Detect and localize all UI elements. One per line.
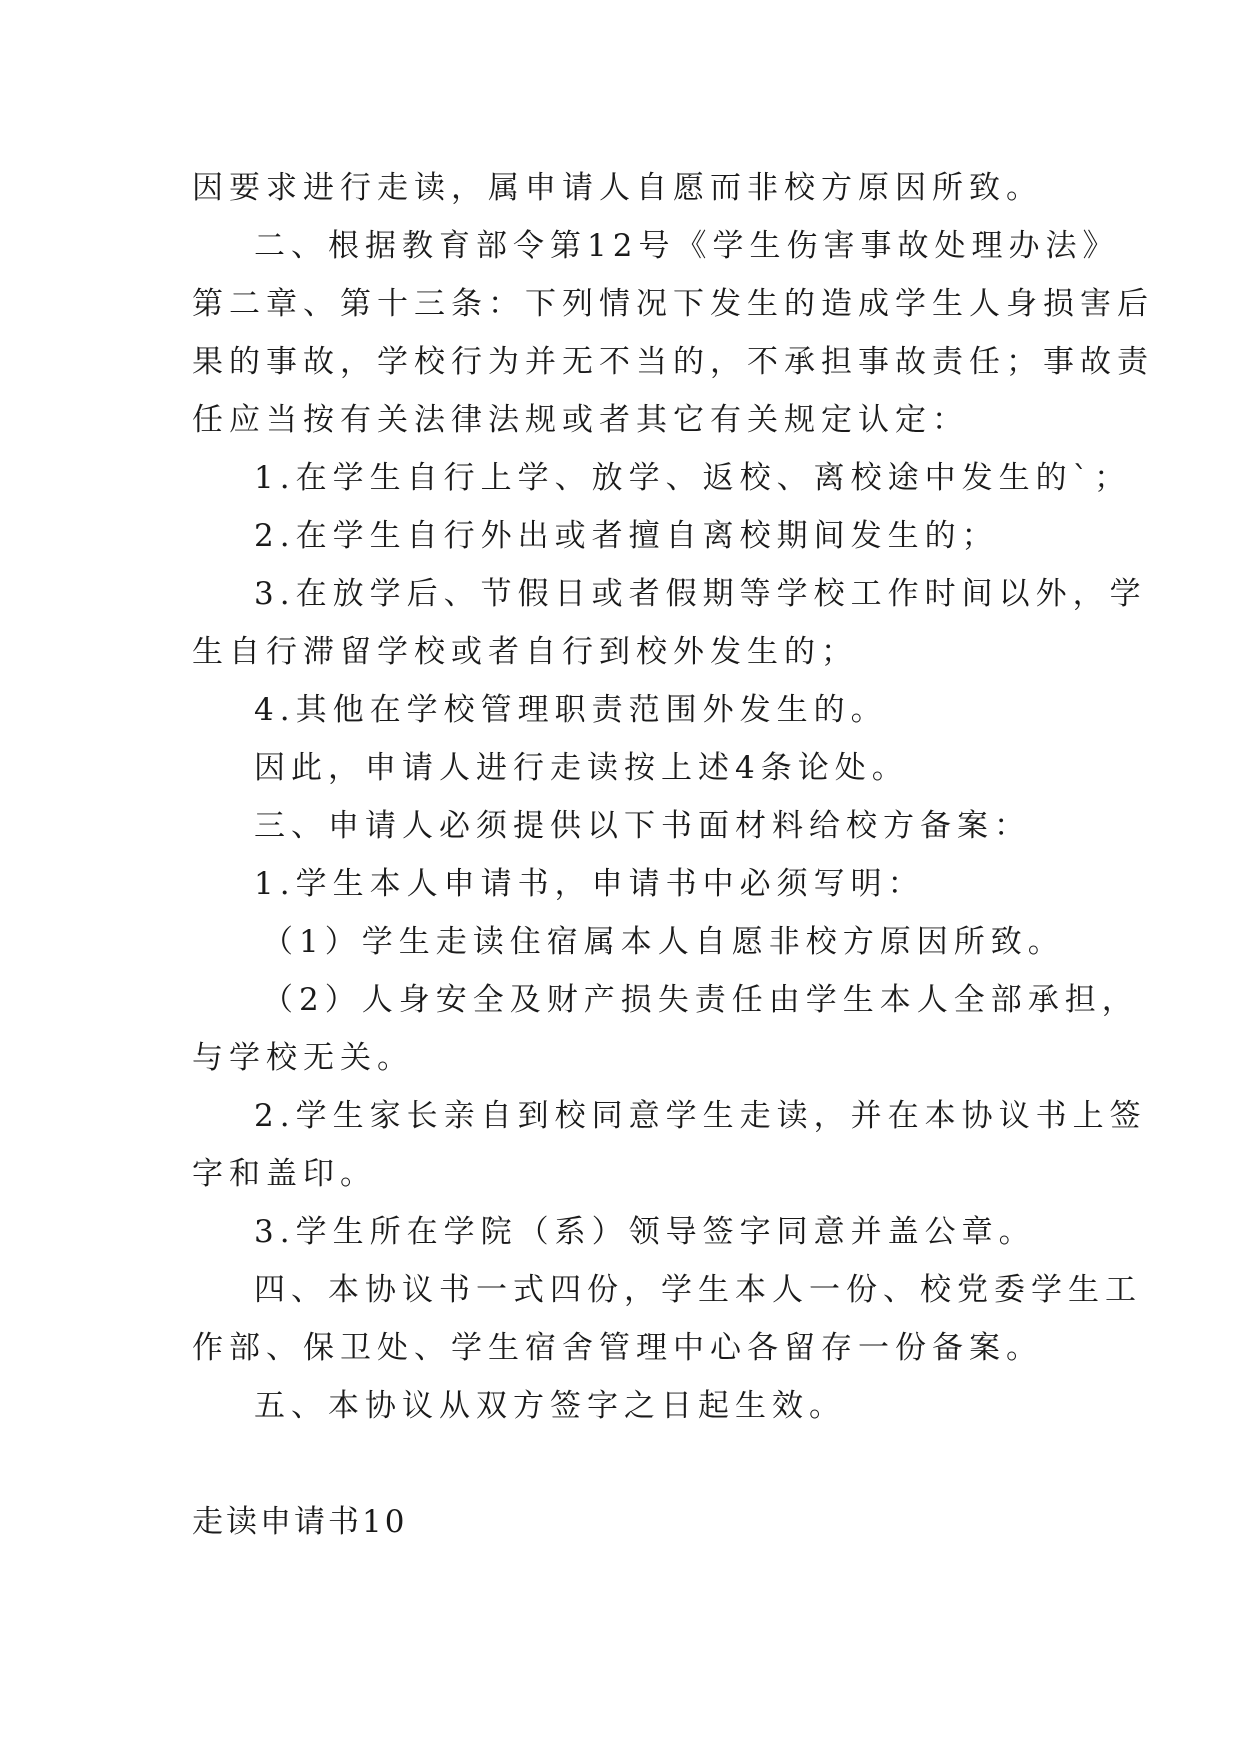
list-item: 1.学生本人申请书，申请书中必须写明： xyxy=(254,866,925,902)
sub-list-item: （1）学生走读住宿属本人自愿非校方原因所致。 xyxy=(262,924,1065,960)
list-item: 3.学生所在学院（系）领导签字同意并盖公章。 xyxy=(254,1214,1036,1250)
list-item: 4.其他在学校管理职责范围外发生的。 xyxy=(254,692,888,728)
paragraph-line: 作部、保卫处、学生宿舍管理中心各留存一份备案。 xyxy=(192,1330,1043,1366)
list-item: 2.在学生自行外出或者擅自离校期间发生的； xyxy=(254,518,999,554)
paragraph-line: 生自行滞留学校或者自行到校外发生的； xyxy=(192,634,858,670)
list-item: 2.学生家长亲自到校同意学生走读，并在本协议书上签 xyxy=(254,1098,1147,1134)
paragraph-line: 果的事故，学校行为并无不当的，不承担事故责任；事故责 xyxy=(192,344,1154,380)
paragraph-line: 任应当按有关法律法规或者其它有关规定认定： xyxy=(192,402,969,438)
list-item: 3.在放学后、节假日或者假期等学校工作时间以外，学 xyxy=(254,576,1147,612)
paragraph-line: 五、本协议从双方签字之日起生效。 xyxy=(254,1388,846,1424)
section-heading: 走读申请书10 xyxy=(192,1504,408,1540)
paragraph-line: 第二章、第十三条：下列情况下发生的造成学生人身损害后 xyxy=(192,286,1154,322)
paragraph-line: 四、本协议书一式四份，学生本人一份、校党委学生工 xyxy=(254,1272,1142,1308)
sub-list-item: （2）人身安全及财产损失责任由学生本人全部承担， xyxy=(262,982,1139,1018)
paragraph-line: 与学校无关。 xyxy=(192,1040,414,1076)
paragraph-line: 字和盖印。 xyxy=(192,1156,377,1192)
paragraph-line: 因要求进行走读，属申请人自愿而非校方原因所致。 xyxy=(192,170,1043,206)
list-item: 1.在学生自行上学、放学、返校、离校途中发生的`； xyxy=(254,460,1132,496)
paragraph-line: 三、申请人必须提供以下书面材料给校方备案： xyxy=(254,808,1031,844)
paragraph-line: 二、根据教育部令第12号《学生伤害事故处理办法》 xyxy=(254,228,1120,264)
paragraph-line: 因此，申请人进行走读按上述4条论处。 xyxy=(254,750,909,786)
